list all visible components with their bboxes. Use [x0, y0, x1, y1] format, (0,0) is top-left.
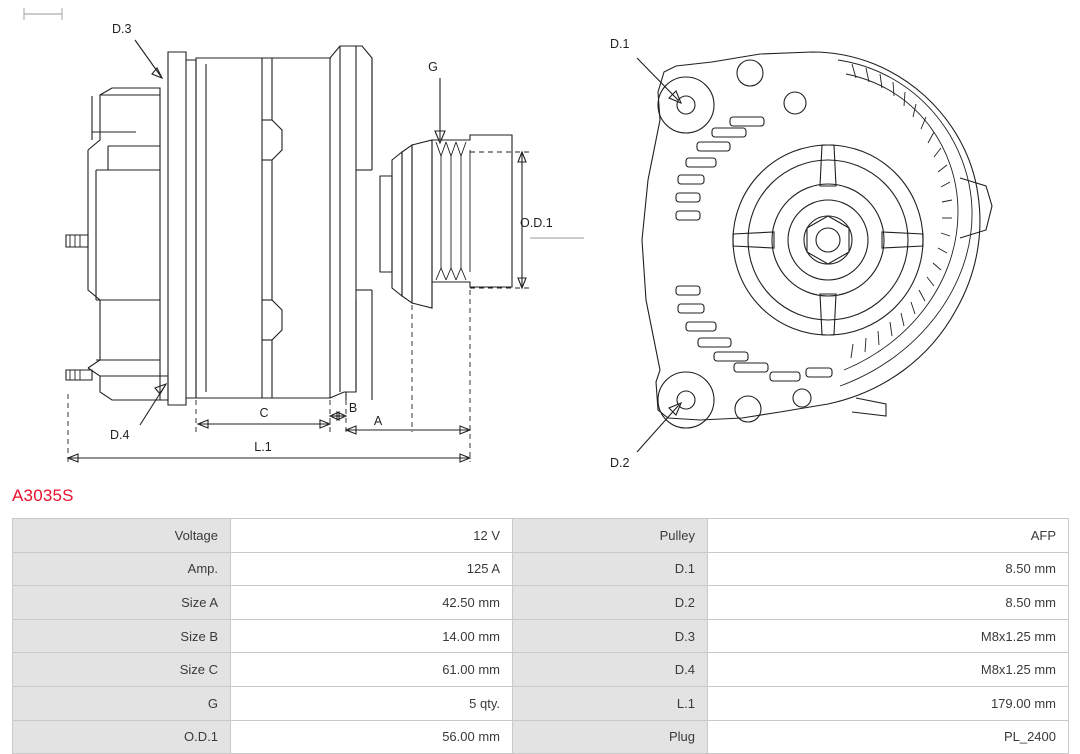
spec-value: 56.00 mm	[231, 720, 513, 754]
spec-label: Amp.	[13, 552, 231, 586]
table-row	[13, 653, 1069, 687]
spec-value: AFP	[708, 519, 1069, 553]
callout-d2: D.2	[610, 456, 630, 470]
spec-value: M8x1.25 mm	[708, 619, 1069, 653]
table-row	[13, 619, 1069, 653]
callout-l1: L.1	[254, 440, 272, 454]
table-row	[13, 686, 1069, 720]
spec-value: 14.00 mm	[231, 619, 513, 653]
corner-marks	[24, 8, 62, 20]
table-row	[13, 586, 1069, 620]
callout-d3: D.3	[112, 22, 132, 36]
part-number: A3035S	[12, 486, 74, 505]
table-row	[13, 720, 1069, 754]
spec-value: 125 A	[231, 552, 513, 586]
spec-value: 42.50 mm	[231, 586, 513, 620]
front-view-group	[610, 37, 992, 470]
callout-c: C	[259, 406, 269, 420]
callout-d1: D.1	[610, 37, 630, 51]
spec-label: D.3	[513, 619, 708, 653]
callout-od1: O.D.1	[520, 216, 553, 230]
spec-label: L.1	[513, 686, 708, 720]
table-row	[13, 519, 1069, 553]
specification-table	[12, 518, 1069, 754]
spec-label: D.2	[513, 586, 708, 620]
spec-value: 8.50 mm	[708, 586, 1069, 620]
spec-label: Size C	[13, 653, 231, 687]
spec-value: 5 qty.	[231, 686, 513, 720]
callout-d4: D.4	[110, 428, 130, 442]
spec-value: M8x1.25 mm	[708, 653, 1069, 687]
side-view-group	[66, 22, 584, 462]
spec-value: 61.00 mm	[231, 653, 513, 687]
callout-g: G	[428, 60, 438, 74]
spec-label: Plug	[513, 720, 708, 754]
spec-label: Size B	[13, 619, 231, 653]
spec-label: Size A	[13, 586, 231, 620]
spec-label: D.4	[513, 653, 708, 687]
spec-value: 12 V	[231, 519, 513, 553]
callout-a: A	[373, 414, 383, 428]
spec-label: D.1	[513, 552, 708, 586]
spec-label: O.D.1	[13, 720, 231, 754]
spec-label: Pulley	[513, 519, 708, 553]
spec-value: 8.50 mm	[708, 552, 1069, 586]
spec-label: Voltage	[13, 519, 231, 553]
spec-value: PL_2400	[708, 720, 1069, 754]
table-row	[13, 552, 1069, 586]
callout-b: B	[348, 401, 358, 415]
spec-label: G	[13, 686, 231, 720]
spec-value: 179.00 mm	[708, 686, 1069, 720]
